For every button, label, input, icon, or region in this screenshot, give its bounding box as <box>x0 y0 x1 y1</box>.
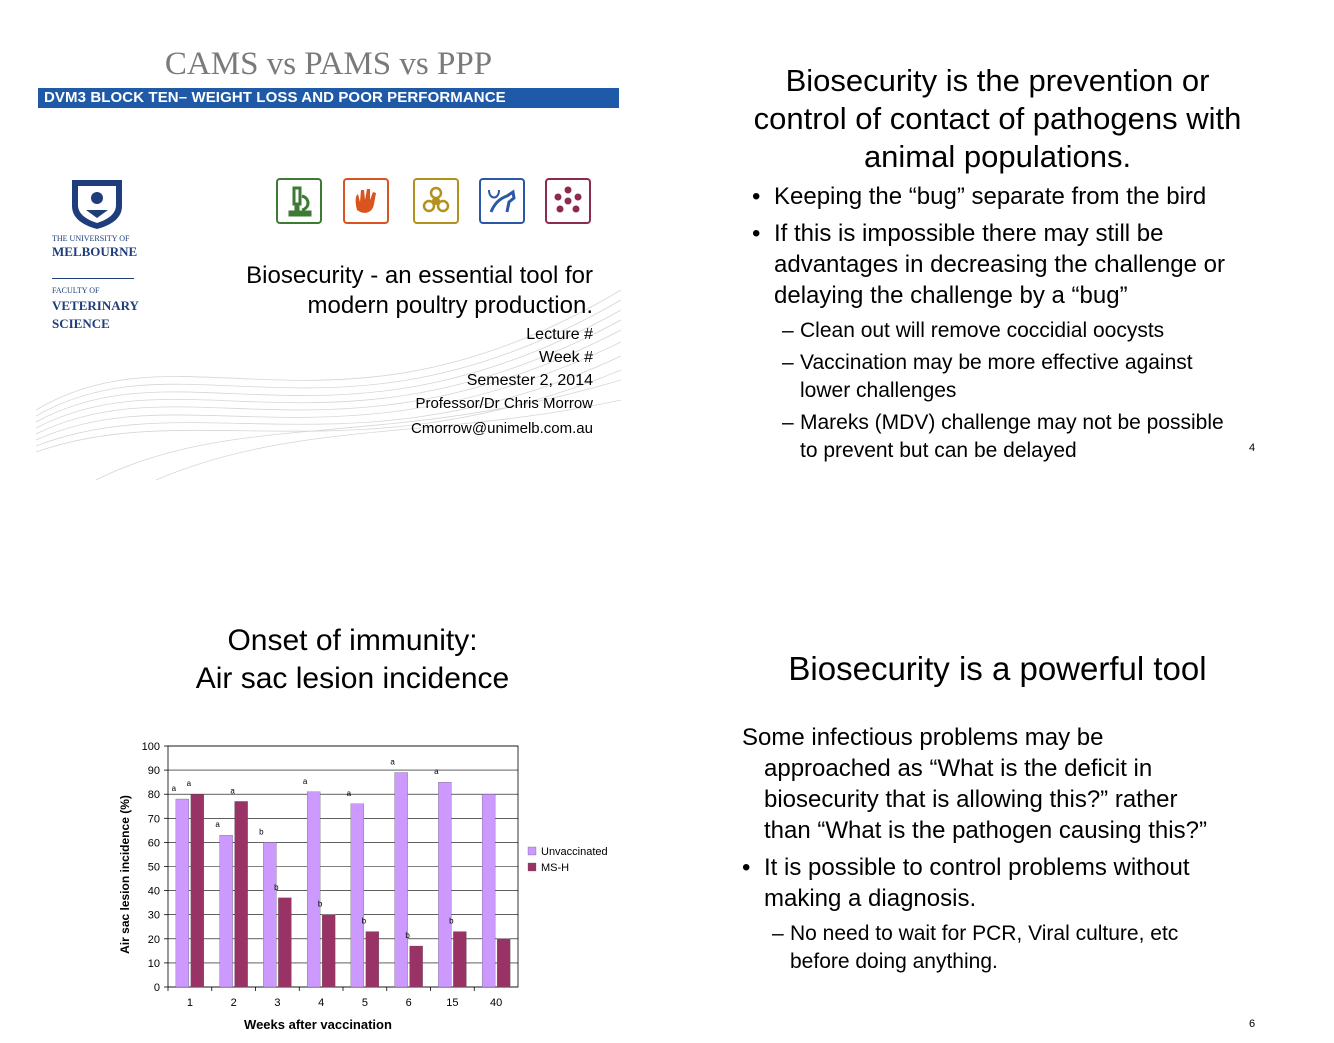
stethoscope-horse-icon <box>479 178 525 224</box>
bullet-item <box>752 218 1225 311</box>
author: Professor/Dr Chris Morrow <box>415 395 593 412</box>
paragraph-line-4: than “What is the pathogen causing this?” <box>764 817 1207 844</box>
microscope-icon <box>276 178 322 224</box>
sub-bullet-text-line-2: lower challenges <box>800 379 957 402</box>
y-tick-label: 50 <box>147 861 160 874</box>
bar-ms-h <box>235 801 248 987</box>
significance-label: b <box>274 882 279 892</box>
y-tick-label: 10 <box>147 957 160 970</box>
lecture-title-line-1: Biosecurity - an essential tool for <box>246 262 593 289</box>
y-tick-label: 30 <box>147 909 160 922</box>
bullet-dot: • <box>742 854 751 881</box>
logo-line-1: THE UNIVERSITY OF <box>52 234 130 243</box>
bar-ms-h <box>322 915 335 987</box>
bullet-text-line-2: advantages in decreasing the challenge or <box>774 251 1225 278</box>
sub-bullet-text-line-2: before doing anything. <box>790 950 998 973</box>
slide2-heading-line-1: Biosecurity is the prevention or <box>785 63 1210 98</box>
legend-swatch <box>528 863 536 871</box>
slide1-title: CAMS vs PAMS vs PPP <box>164 46 493 82</box>
sub-bullet-item <box>772 920 1179 976</box>
bar-unvaccinated <box>482 794 495 987</box>
legend-label: MS-H <box>541 862 570 874</box>
x-tick-label: 2 <box>230 997 237 1009</box>
sub-bullet-dash: – <box>782 319 794 342</box>
y-tick-label: 100 <box>141 741 160 753</box>
biohazard-icon <box>413 178 459 224</box>
bullet-dot: • <box>752 183 761 210</box>
bullet-text-line-1: It is possible to control problems without <box>764 854 1190 881</box>
x-tick-label: 15 <box>446 997 459 1009</box>
y-tick-label: 70 <box>147 813 160 826</box>
x-tick-label: 40 <box>490 997 503 1009</box>
semester: Semester 2, 2014 <box>466 372 593 389</box>
bullet-text-line-2: making a diagnosis. <box>764 885 977 912</box>
bar-ms-h <box>366 932 379 987</box>
page-number: 6 <box>1249 1018 1256 1030</box>
significance-label: a <box>390 757 395 767</box>
y-tick-label: 60 <box>147 837 160 850</box>
y-axis-title: Air sac lesion incidence (%) <box>118 795 132 954</box>
slide3-heading-line-1: Onset of immunity: <box>227 624 478 657</box>
paragraph-line-2: approached as “What is the deficit in <box>764 755 1153 782</box>
slide2-heading-line-2: control of contact of pathogens with <box>753 101 1242 136</box>
bar-unvaccinated <box>438 782 451 987</box>
legend-label: Unvaccinated <box>541 846 608 858</box>
y-tick-label: 90 <box>147 765 160 778</box>
bar-ms-h <box>497 939 510 987</box>
x-tick-label: 6 <box>405 997 412 1009</box>
bullet-text-line-1: If this is impossible there may still be <box>774 220 1164 247</box>
bar-unvaccinated <box>395 773 408 987</box>
bullet-dot: • <box>752 220 761 247</box>
y-tick-label: 20 <box>147 933 160 946</box>
bar-ms-h <box>278 898 291 987</box>
bullet-item <box>742 852 1190 914</box>
bar-unvaccinated <box>220 835 233 987</box>
significance-label: a <box>215 820 220 830</box>
y-tick-label: 0 <box>153 982 160 994</box>
hand-icon <box>343 178 389 224</box>
slide4-heading: Biosecurity is a powerful tool <box>788 650 1207 687</box>
bar-unvaccinated <box>351 804 364 987</box>
significance-label: a <box>302 776 308 786</box>
bar-unvaccinated <box>307 792 320 987</box>
sub-bullet-text-line-2: to prevent but can be delayed <box>800 439 1077 462</box>
sub-bullet-item <box>782 409 1224 465</box>
significance-label: a <box>434 767 439 777</box>
x-tick-label: 3 <box>274 997 281 1009</box>
crest-icon <box>68 176 126 230</box>
bullet-text: Keeping the “bug” separate from the bird <box>774 183 1207 210</box>
bullet-text-line-3: delaying the challenge by a “bug” <box>774 282 1128 309</box>
significance-label: a <box>186 779 192 789</box>
bar-ms-h <box>410 946 423 987</box>
sub-bullet-text-line-1: Mareks (MDV) challenge may not be possible <box>800 411 1224 434</box>
bar-ms-h <box>453 932 466 987</box>
bar-unvaccinated <box>263 842 276 987</box>
slide-onset-of-immunity <box>100 620 640 1040</box>
slide-title <box>36 40 621 480</box>
paragraph-line-1: Some infectious problems may be <box>742 724 1104 751</box>
x-axis-title: Weeks after vaccination <box>244 1017 392 1032</box>
sub-bullet-dash: – <box>772 922 784 945</box>
significance-label: a <box>230 786 235 796</box>
logo-line-3: FACULTY OF <box>52 286 100 295</box>
slide2-heading-line-3: animal populations. <box>863 139 1132 174</box>
logo-line-2: MELBOURNE <box>52 244 138 259</box>
x-tick-label: 1 <box>186 997 193 1009</box>
sub-bullet-text-line-1: No need to wait for PCR, Viral culture, etc <box>790 922 1179 945</box>
sub-bullet-item <box>782 317 1165 345</box>
x-tick-label: 4 <box>318 997 325 1009</box>
sub-bullet-item <box>782 349 1193 405</box>
y-tick-label: 80 <box>147 789 160 802</box>
sub-bullet-text: Clean out will remove coccidial oocysts <box>800 319 1165 342</box>
slide3-heading-line-2: Air sac lesion incidence <box>195 662 510 695</box>
significance-label: b <box>361 916 367 926</box>
air-sac-bar-chart <box>100 620 640 1040</box>
intro-paragraph <box>742 722 1207 846</box>
significance-label: b <box>259 827 264 837</box>
bar-unvaccinated <box>176 799 189 987</box>
slide-powerful-tool <box>735 650 1295 1040</box>
bullet-item <box>752 181 1207 212</box>
bar-ms-h <box>191 794 204 987</box>
paragraph-line-3: biosecurity that is allowing this?” rather <box>764 786 1178 813</box>
logo-divider <box>52 278 134 279</box>
course-band: DVM3 BLOCK TEN– WEIGHT LOSS AND POOR PERFORMANCE <box>38 88 619 108</box>
people-network-icon <box>545 178 591 224</box>
significance-label: b <box>449 916 454 926</box>
significance-label: a <box>171 784 177 794</box>
logo-line-4: VETERINARY <box>52 298 139 313</box>
sub-bullet-dash: – <box>782 411 794 434</box>
sub-bullet-dash: – <box>782 351 794 374</box>
logo-line-5: SCIENCE <box>52 316 110 331</box>
significance-label: a <box>346 788 352 798</box>
author-email: Cmorrow@unimelb.com.au <box>411 420 593 437</box>
significance-label: b <box>317 899 323 909</box>
slide2-heading <box>730 62 1265 176</box>
sub-bullet-text-line-1: Vaccination may be more effective against <box>800 351 1193 374</box>
page-number: 4 <box>1249 442 1256 454</box>
legend-swatch <box>528 847 536 855</box>
y-tick-label: 40 <box>147 885 160 898</box>
lecture-title-line-2: modern poultry production. <box>307 292 593 319</box>
significance-label: b <box>405 931 410 941</box>
x-tick-label: 5 <box>361 997 368 1009</box>
slide-biosecurity-definition <box>730 58 1270 478</box>
lecture-number: Lecture # <box>526 326 593 343</box>
week-number: Week # <box>539 349 593 366</box>
